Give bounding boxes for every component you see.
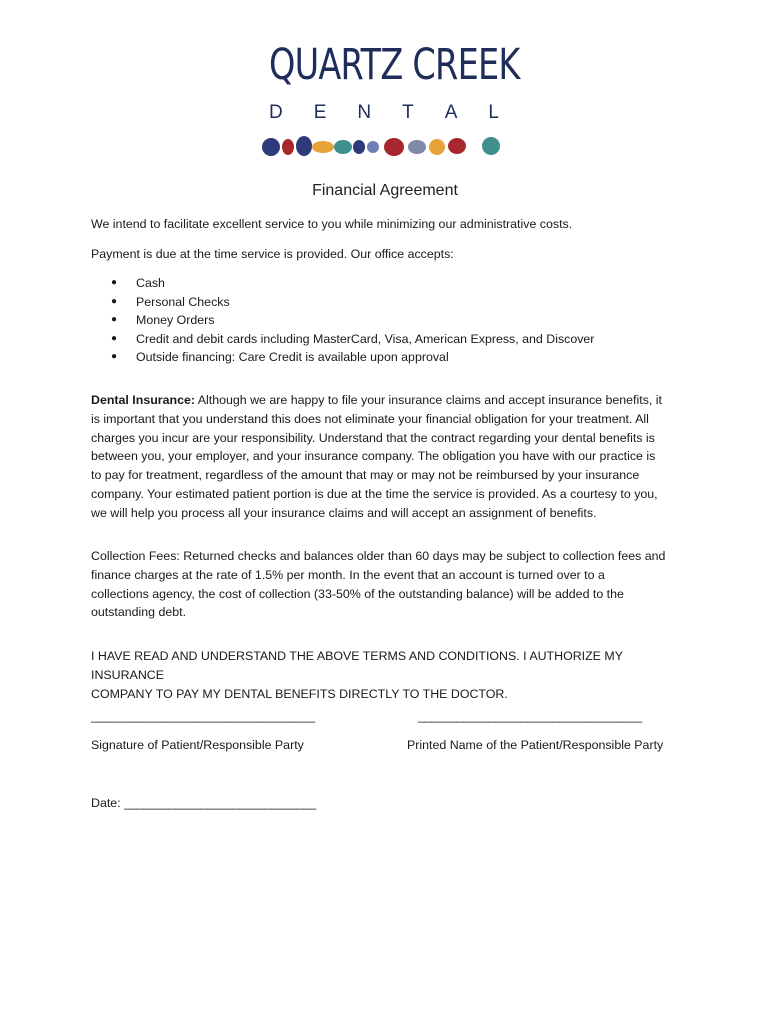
- quartz-creek-logo: [255, 40, 520, 162]
- intro-text: We intend to facilitate excellent service to you while minimizing our administrative costs.: [91, 217, 573, 231]
- logo-stone: [384, 138, 404, 156]
- authorization-line: COMPANY TO PAY MY DENTAL BENEFITS DIRECTLY TO THE DOCTOR.: [91, 686, 508, 701]
- logo-stone: [408, 140, 426, 154]
- authorization-line: I HAVE READ AND UNDERSTAND THE ABOVE TERMS AND CONDITIONS. I AUTHORIZE MY INSURANCE: [91, 649, 623, 682]
- logo-letter: A: [444, 102, 458, 123]
- insurance-line: is important that you understand this does not eliminate your financial obligation for your treatment. All: [91, 411, 649, 426]
- insurance-line: between you, your employer, and your insurance company. The obligation you have with our practice is: [91, 449, 656, 464]
- list-item: ● Outside financing: Care Credit is available upon approval: [111, 348, 594, 367]
- insurance-line: charges you incur are your responsibility. Understand that the contract regarding your dental benefits is: [91, 430, 655, 445]
- date-row: [91, 796, 316, 810]
- signature-field[interactable]: ___________________________________: [91, 709, 315, 723]
- insurance-line: [91, 391, 691, 410]
- insurance-line-text: Although we are happy to file your insurance claims and accept insurance benefits, it: [194, 393, 662, 407]
- logo-stone: [429, 139, 445, 155]
- printed-name-label: Printed Name of the Patient/Responsible Party: [407, 738, 664, 752]
- logo-stone: [296, 136, 312, 156]
- logo-stone: [312, 141, 334, 153]
- collection-line: collections agency, the cost of collection (33-50% of the outstanding balance) will be added to the: [91, 586, 624, 601]
- collection-line: Collection Fees: Returned checks and balances older than 60 days may be subject to collection fees and: [91, 549, 666, 563]
- insurance-line: to pay for treatment, regardless of the amount that may or may not be reimbursed by your insurance: [91, 468, 640, 483]
- accepted-payments-list: [111, 274, 594, 367]
- logo-stone: [367, 141, 379, 153]
- insurance-line: we will help you process all your insurance claims and will accept an assignment of benefits.: [91, 505, 597, 520]
- logo-letter: N: [357, 102, 372, 123]
- signature-label: Signature of Patient/Responsible Party: [91, 738, 304, 752]
- authorization-paragraph: [91, 647, 691, 703]
- logo-letter: T: [402, 102, 414, 123]
- payment-intro-text: Payment is due at the time service is provided. Our office accepts:: [91, 247, 454, 261]
- stones-icon: [261, 134, 511, 160]
- collection-line: finance charges at the rate of 1.5% per month. In the event that an account is turned over to a: [91, 567, 605, 582]
- logo-letter: D: [269, 102, 283, 123]
- page-title: Financial Agreement: [312, 182, 458, 199]
- printed-name-field[interactable]: ___________________________________: [418, 709, 642, 723]
- collection-paragraph: [91, 547, 691, 622]
- list-item: ● Money Orders: [111, 311, 594, 330]
- logo-wordmark: QUARTZ CREEK: [269, 40, 520, 90]
- logo-letter: L: [488, 102, 499, 123]
- logo-stone: [482, 137, 500, 155]
- logo-letter: E: [313, 102, 327, 123]
- insurance-label: Dental Insurance:: [91, 393, 195, 407]
- insurance-line: company. Your estimated patient portion is due at the time the service is provided. As a courtesy to you,: [91, 486, 658, 501]
- date-label: Date:: [91, 796, 125, 810]
- logo-stone: [282, 139, 294, 155]
- date-field[interactable]: ______________________________: [124, 796, 316, 810]
- logo-stone: [353, 140, 365, 154]
- insurance-paragraph: [91, 391, 691, 523]
- logo-subtitle: [269, 102, 499, 124]
- logo-stone: [448, 138, 466, 154]
- list-item: ● Cash: [111, 274, 594, 293]
- list-item: ● Credit and debit cards including MasterCard, Visa, American Express, and Discover: [111, 330, 594, 349]
- list-item: ● Personal Checks: [111, 293, 594, 312]
- logo-stone: [334, 140, 352, 154]
- collection-line: outstanding debt.: [91, 605, 187, 620]
- logo-stone: [262, 138, 280, 156]
